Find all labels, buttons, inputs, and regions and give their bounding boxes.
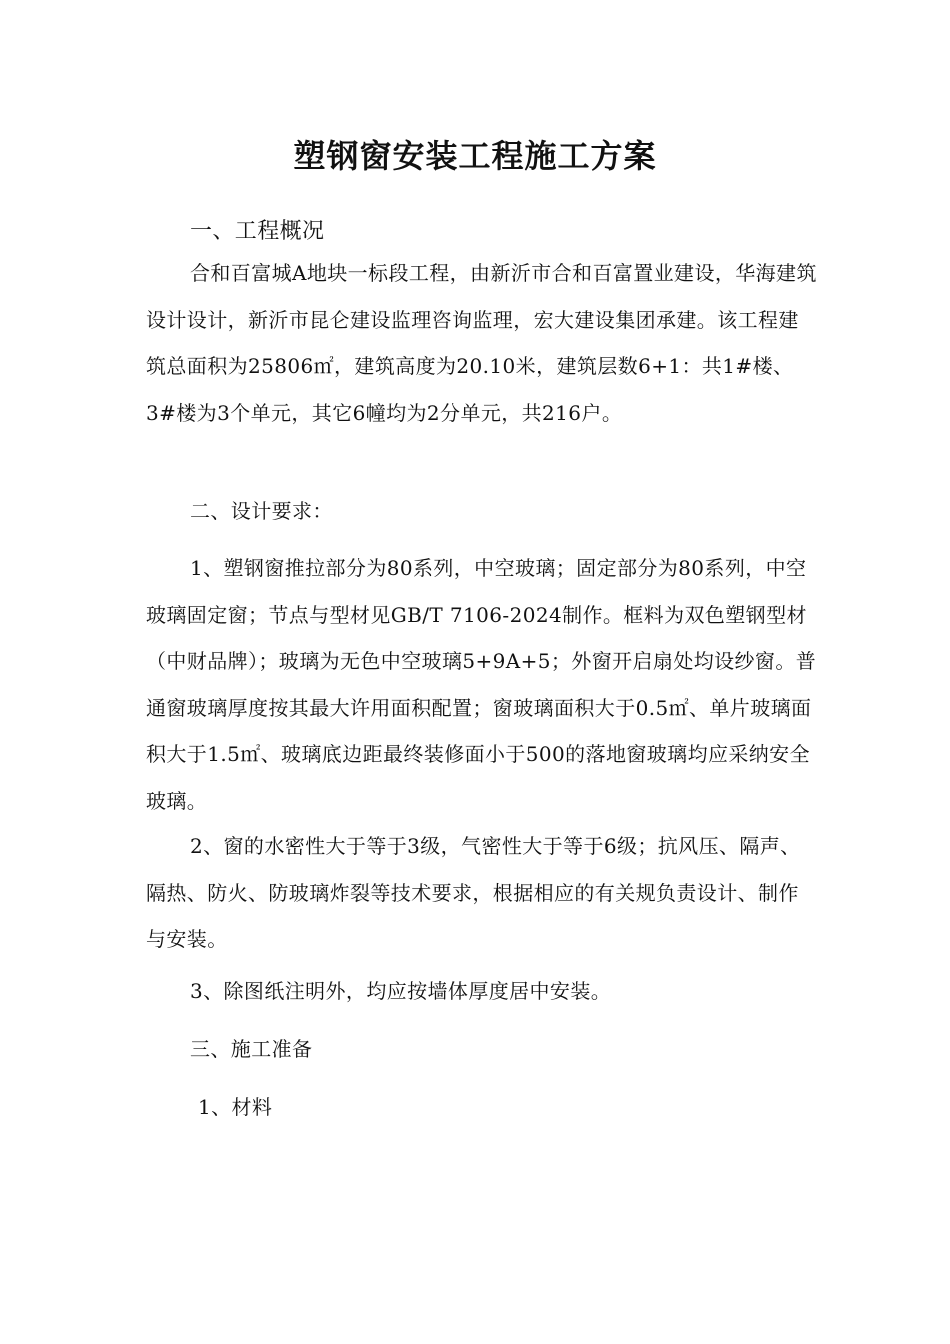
section-heading-design: 二、设计要求： — [190, 499, 333, 523]
document-title: 塑钢窗安装工程施工方案 — [293, 137, 657, 175]
overview-paragraph: 合和百富城A地块一标段工程，由新沂市合和百富置业建设，华海建筑设计设计，新沂市昆仑建设监理咨询监理，宏大建设集团承建。该工程建筑总面积为25806㎡，建筑高度为20.10米，建筑层数6+1：共1#楼、3#楼为3个单元，其它6幢均为2分单元，共216户。 — [146, 261, 817, 425]
design-item-2: 2、窗的水密性大于等于3级，气密性大于等于6级；抗风压、隔声、隔热、防火、防玻璃炸裂等技术要求，根据相应的有关规负责设计、制作与安装。 — [146, 834, 801, 951]
design-item-1: 1、塑钢窗推拉部分为80系列，中空玻璃；固定部分为80系列，中空玻璃固定窗；节点与型材见GB/T 7106-2024制作。框料为双色塑钢型材（中财品牌）；玻璃为无色中空玻璃5+9A+5；外窗开启扇处均设纱窗。普通窗玻璃厚度按其最大许用面积配置；窗玻璃面积大于0.5㎡、单片玻璃面积大于1.5㎡、玻璃底边距最终装修面小于500的落地窗玻璃均应采纳安全玻璃。 — [146, 556, 817, 813]
section-heading-overview: 一、工程概况 — [190, 219, 325, 244]
prep-item-materials: 1、材料 — [198, 1095, 273, 1119]
section-heading-preparation: 三、施工准备 — [190, 1037, 313, 1061]
design-item-3: 3、除图纸注明外，均应按墙体厚度居中安装。 — [190, 979, 612, 1003]
